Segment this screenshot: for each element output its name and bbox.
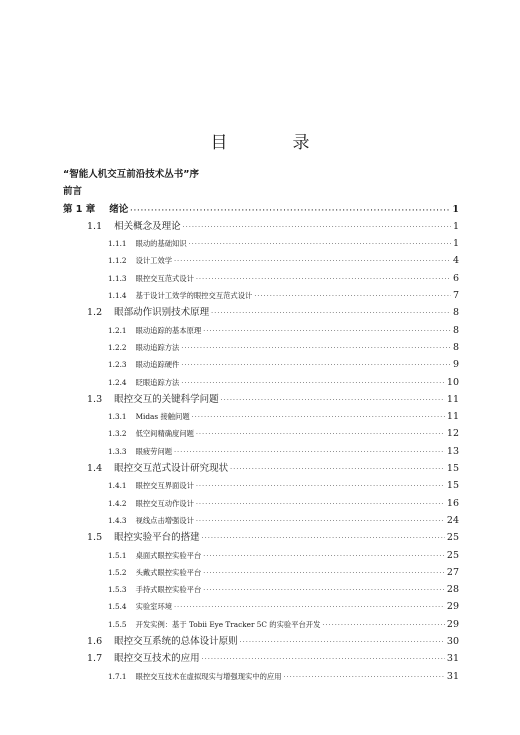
toc-subsection-entry — [63, 339, 459, 356]
toc-entry-page-number: 24 — [446, 514, 459, 526]
toc-subsection-entry — [63, 425, 459, 442]
toc-entry-page-number: 13 — [446, 445, 459, 457]
toc-entry-page-number: 16 — [446, 497, 459, 509]
toc-section-entry — [63, 460, 459, 477]
dot-leader — [130, 202, 450, 219]
toc-entry-title: 眼控交互的关键科学问题 — [114, 393, 219, 405]
toc-entry-number: 1.1 — [87, 220, 103, 232]
toc-entry-title: 眼控交互技术的应用 — [114, 653, 200, 665]
toc-entry-label — [108, 512, 194, 529]
dot-leader — [183, 219, 451, 236]
toc-subsection-entry — [63, 495, 459, 512]
toc-entry-number: 1.1.3 — [108, 273, 127, 283]
toc-entry-title: 手持式眼控实验平台 — [135, 585, 202, 595]
toc-entry-number: 第 1 章 — [63, 203, 96, 215]
toc-entry-label — [63, 201, 128, 218]
toc-subsection-entry — [63, 322, 459, 339]
dot-leader — [202, 530, 445, 547]
dot-leader — [189, 236, 451, 253]
toc-entry-title: 基于设计工效学的眼控交互范式设计 — [135, 291, 253, 301]
toc-entry-label — [87, 633, 238, 650]
toc-entry-title: 眨眼追踪方法 — [135, 377, 180, 387]
toc-subsection-entry — [63, 581, 459, 598]
toc-entry-title: 眼控实验平台的搭建 — [114, 532, 200, 544]
toc-entry-number: 1.1.1 — [108, 239, 127, 249]
toc-entry-title: 设计工效学 — [135, 256, 173, 266]
toc-subsection-entry — [63, 547, 459, 564]
toc-entry-page-number: 1 — [452, 203, 459, 215]
toc-entry-title: Midas 接触问题 — [135, 412, 190, 422]
toc-subsection-entry — [63, 477, 459, 494]
toc-entry-title: 眼控交互动作设计 — [135, 498, 194, 508]
dot-leader — [174, 444, 445, 461]
toc-section-entry — [63, 633, 459, 650]
page-title: 目 录 — [210, 133, 334, 153]
toc-entry-title: 眼动追踪硬件 — [135, 360, 180, 370]
toc-entry-page-number: 29 — [446, 601, 459, 613]
toc-subsection-entry — [63, 443, 459, 460]
toc-entry-page-number: 10 — [446, 376, 459, 388]
toc-entry-number: 1.4.3 — [108, 515, 127, 525]
toc-entry-number: 1.2.3 — [108, 360, 127, 370]
dot-leader — [221, 392, 445, 409]
dot-leader — [254, 288, 451, 305]
toc-entry-title: 实验室环境 — [135, 602, 173, 612]
toc-entry-number: 1.5.1 — [108, 550, 127, 560]
toc-entry-label — [108, 252, 172, 269]
toc-subsection-entry — [63, 270, 459, 287]
toc-subsection-entry — [63, 512, 459, 529]
toc-entry-title: 眼控交互技术在虚拟现实与增强现实中的应用 — [135, 671, 282, 681]
dot-leader — [181, 340, 451, 357]
toc-entry-title: 眼控交互界面设计 — [135, 481, 194, 491]
toc-entry-label — [87, 304, 209, 321]
dot-leader — [284, 669, 445, 686]
toc-entry-page-number: 25 — [446, 549, 459, 561]
toc-subsection-entry — [63, 374, 459, 391]
dot-leader — [322, 617, 445, 634]
toc-entry-label — [108, 598, 172, 615]
toc-entry-number: 1.5.3 — [108, 585, 127, 595]
toc-entry-number: 1.3.2 — [108, 429, 127, 439]
toc-entry-page-number: 12 — [446, 428, 459, 440]
toc-section-entry — [63, 391, 459, 408]
toc-entry-title: 低空间精确度问题 — [135, 429, 194, 439]
toc-subsection-entry — [63, 668, 459, 685]
toc-entry-title: 绪论 — [109, 203, 129, 215]
toc-entry-title: 眼控交互范式设计研究现状 — [114, 463, 229, 475]
toc-entry-label — [108, 616, 320, 633]
toc-subsection-entry — [63, 598, 459, 615]
toc-entry-label — [87, 460, 228, 477]
toc-subsection-entry — [63, 252, 459, 269]
toc-entry-number: 1.3.1 — [108, 412, 127, 422]
toc-entry-number: 1.2 — [87, 307, 103, 319]
toc-entry-label — [87, 529, 200, 546]
dot-leader — [196, 271, 451, 288]
toc-entry-title: 眼疲劳问题 — [135, 446, 173, 456]
toc-entry-page-number: 31 — [446, 653, 459, 665]
toc-entry-page-number: 27 — [446, 566, 459, 578]
dot-leader — [240, 634, 445, 651]
toc-subsection-entry — [63, 616, 459, 633]
toc-entry-number: 1.4.1 — [108, 481, 127, 491]
toc-entry-title: 桌面式眼控实验平台 — [135, 550, 202, 560]
dot-leader — [181, 357, 451, 374]
toc-section-entry — [63, 218, 459, 235]
toc-subsection-entry — [63, 235, 459, 252]
dot-leader — [196, 496, 445, 513]
dot-leader — [181, 375, 445, 392]
toc-chapter-entry — [63, 201, 459, 218]
toc-entry-page-number: 11 — [446, 393, 459, 405]
toc-entry-label — [108, 408, 190, 425]
toc-entry-label — [108, 339, 179, 356]
toc-entry-title: 眼动的基础知识 — [135, 239, 187, 249]
toc-entry-title: 眼控交互范式设计 — [135, 273, 194, 283]
toc-entry-title: 视线点击增强设计 — [135, 515, 194, 525]
preface-series-entry: “智能人机交互前沿技术丛书”序 — [63, 169, 199, 180]
toc-entry-label — [108, 356, 179, 373]
toc-entry-label — [108, 668, 282, 685]
dot-leader — [196, 513, 445, 530]
toc-entry-number: 1.5.4 — [108, 602, 127, 612]
toc-entry-number: 1.5.5 — [108, 619, 127, 629]
toc-entry-number: 1.7 — [87, 653, 103, 665]
toc-entry-label — [108, 425, 194, 442]
toc-entry-label — [108, 322, 201, 339]
toc-section-entry — [63, 529, 459, 546]
toc-entry-title: 眼控交互系统的总体设计原则 — [114, 636, 238, 648]
toc-entry-label — [87, 218, 181, 235]
toc-entry-title: 开发实例：基于 Tobii Eye Tracker 5C 的实验平台开发 — [135, 619, 321, 629]
toc-subsection-entry — [63, 408, 459, 425]
toc-entry-number: 1.4.2 — [108, 498, 127, 508]
toc-entry-title: 眼动追踪的基本原理 — [135, 325, 202, 335]
toc-entry-page-number: 8 — [452, 307, 459, 319]
dot-leader — [203, 582, 445, 599]
toc-subsection-entry — [63, 287, 459, 304]
toc-entry-title: 头戴式眼控实验平台 — [135, 567, 202, 577]
toc-entry-page-number: 1 — [452, 238, 459, 250]
dot-leader — [203, 548, 445, 565]
toc-entry-page-number: 8 — [452, 341, 459, 353]
toc-entry-page-number: 15 — [446, 463, 459, 475]
toc-entry-page-number: 8 — [452, 324, 459, 336]
toc-entry-page-number: 30 — [446, 636, 459, 648]
toc-entry-number: 1.6 — [87, 636, 103, 648]
toc-entry-number: 1.1.2 — [108, 256, 127, 266]
dot-leader — [211, 305, 451, 322]
toc-entry-label — [108, 547, 201, 564]
dot-leader — [196, 478, 445, 495]
toc-entry-page-number: 28 — [446, 584, 459, 596]
toc-entry-title: 相关概念及理论 — [114, 220, 181, 232]
toc-subsection-entry — [63, 356, 459, 373]
preface-entry: 前言 — [63, 186, 83, 198]
dot-leader — [203, 565, 445, 582]
toc-entry-page-number: 15 — [446, 480, 459, 492]
toc-entry-page-number: 11 — [446, 411, 459, 423]
toc-entry-page-number: 25 — [446, 532, 459, 544]
toc-entry-label — [108, 495, 194, 512]
toc-entry-page-number: 4 — [452, 255, 459, 267]
toc-entry-number: 1.1.4 — [108, 291, 127, 301]
toc-entry-label — [108, 443, 172, 460]
toc-entry-title: 眼部动作识别技术原理 — [114, 307, 210, 319]
toc-entry-page-number: 31 — [446, 670, 459, 682]
dot-leader — [203, 323, 451, 340]
dot-leader — [230, 461, 445, 478]
toc-entry-number: 1.5 — [87, 532, 103, 544]
toc-entry-number: 1.2.1 — [108, 325, 127, 335]
toc-entry-label — [108, 270, 194, 287]
toc-entry-number: 1.2.2 — [108, 342, 127, 352]
toc-entry-label — [87, 391, 219, 408]
toc-section-entry — [63, 650, 459, 667]
dot-leader — [174, 599, 445, 616]
toc-entry-label — [108, 235, 187, 252]
table-of-contents — [63, 166, 459, 685]
dot-leader — [192, 409, 445, 426]
dot-leader — [174, 253, 451, 270]
toc-entry-label — [87, 650, 200, 667]
toc-subsection-entry — [63, 564, 459, 581]
toc-entry-page-number: 9 — [452, 359, 459, 371]
toc-entry-title: 眼动追踪方法 — [135, 342, 180, 352]
dot-leader — [202, 651, 445, 668]
toc-entry-label — [108, 581, 201, 598]
toc-entry-number: 1.7.1 — [108, 671, 127, 681]
toc-entry-label — [108, 374, 179, 391]
toc-entry-page-number: 1 — [452, 220, 459, 232]
toc-entry-number: 1.3.3 — [108, 446, 127, 456]
toc-entry-label — [108, 287, 252, 304]
toc-entry-page-number: 7 — [452, 290, 459, 302]
toc-entry-page-number: 29 — [446, 618, 459, 630]
toc-section-entry — [63, 304, 459, 321]
toc-entry-label — [108, 477, 194, 494]
toc-entry-number: 1.4 — [87, 463, 103, 475]
toc-entry-page-number: 6 — [452, 272, 459, 284]
toc-entry-number: 1.5.2 — [108, 567, 127, 577]
toc-entry-label — [108, 564, 201, 581]
toc-entry-number: 1.2.4 — [108, 377, 127, 387]
toc-entry-number: 1.3 — [87, 393, 103, 405]
dot-leader — [196, 426, 445, 443]
